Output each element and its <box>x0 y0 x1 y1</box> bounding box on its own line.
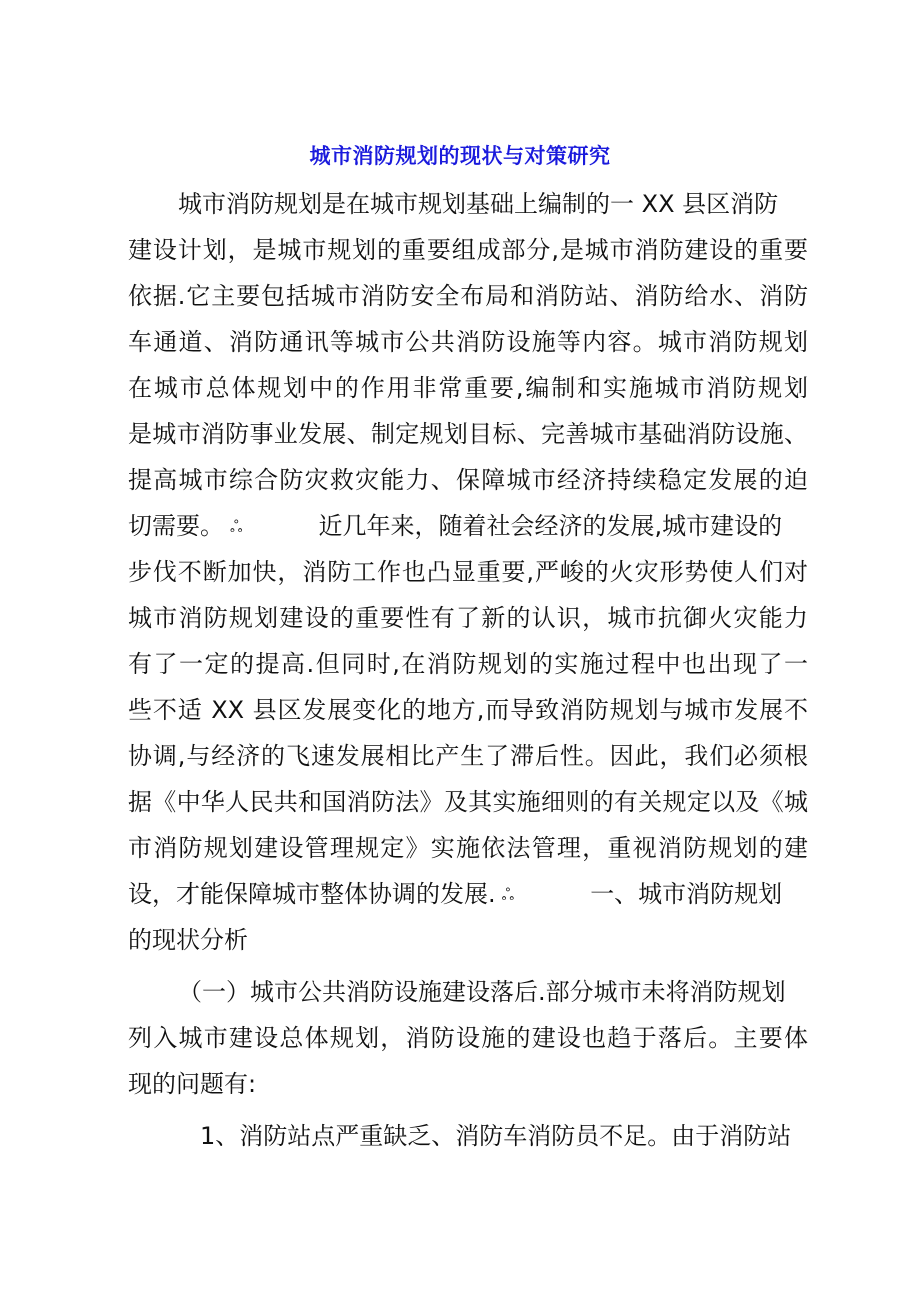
text-segment: 切需要。 <box>128 512 224 540</box>
text-line: 些不适 XX 县区发展变化的地方,而导致消防规划与城市发展不 <box>128 696 808 724</box>
bullet-mark-icon: ஃ <box>501 885 515 904</box>
text-line: 协调,与经济的飞速发展相比产生了滞后性。因此，我们必须根 <box>128 742 808 770</box>
text-line-with-mark <box>128 504 808 548</box>
bullet-mark-icon: ஃ <box>230 517 243 536</box>
text-line: 建设计划，是城市规划的重要组成部分,是城市消防建设的重要 <box>128 236 808 264</box>
text-line: 车通道、消防通讯等城市公共消防设施等内容。城市消防规划 <box>128 328 808 356</box>
text-line-with-mark <box>128 872 808 916</box>
text-line: 1、消防站点严重缺乏、消防车消防员不足。由于消防站 <box>200 1122 792 1150</box>
text-line: 是城市消防事业发展、制定规划目标、完善城市基础消防设施、 <box>128 420 808 448</box>
section-heading: 一、城市消防规划 <box>590 880 783 908</box>
text-line: 步伐不断加快，消防工作也凸显重要,严峻的火灾形势使人们对 <box>128 558 808 586</box>
text-line: 有了一定的提高.但同时,在消防规划的实施过程中也出现了一 <box>128 650 808 678</box>
text-segment: 近几年来，随着社会经济的发展,城市建设的 <box>318 512 783 540</box>
text-line: （一）城市公共消防设施建设落后.部分城市未将消防规划 <box>178 978 786 1006</box>
text-line: 市消防规划建设管理规定》实施依法管理，重视消防规划的建 <box>128 834 808 862</box>
text-line: 依据.它主要包括城市消防安全布局和消防站、消防给水、消防 <box>128 282 808 310</box>
text-line: 在城市总体规划中的作用非常重要,编制和实施城市消防规划 <box>128 374 808 402</box>
text-segment: 设，才能保障城市整体协调的发展. <box>128 880 496 908</box>
text-line: 列入城市建设总体规划，消防设施的建设也趋于落后。主要体 <box>128 1024 808 1052</box>
text-line: 据《中华人民共和国消防法》及其实施细则的有关规定以及《城 <box>128 788 808 816</box>
text-line: 城市消防规划是在城市规划基础上编制的一 XX 县区消防 <box>178 190 779 218</box>
text-line: 现的问题有: <box>128 1070 257 1098</box>
section-heading-continued: 的现状分析 <box>128 926 248 954</box>
document-title: 城市消防规划的现状与对策研究 <box>309 144 611 168</box>
text-line: 城市消防规划建设的重要性有了新的认识，城市抗御火灾能力 <box>128 604 808 632</box>
text-line: 提高城市综合防灾救灾能力、保障城市经济持续稳定发展的迫 <box>128 466 808 494</box>
